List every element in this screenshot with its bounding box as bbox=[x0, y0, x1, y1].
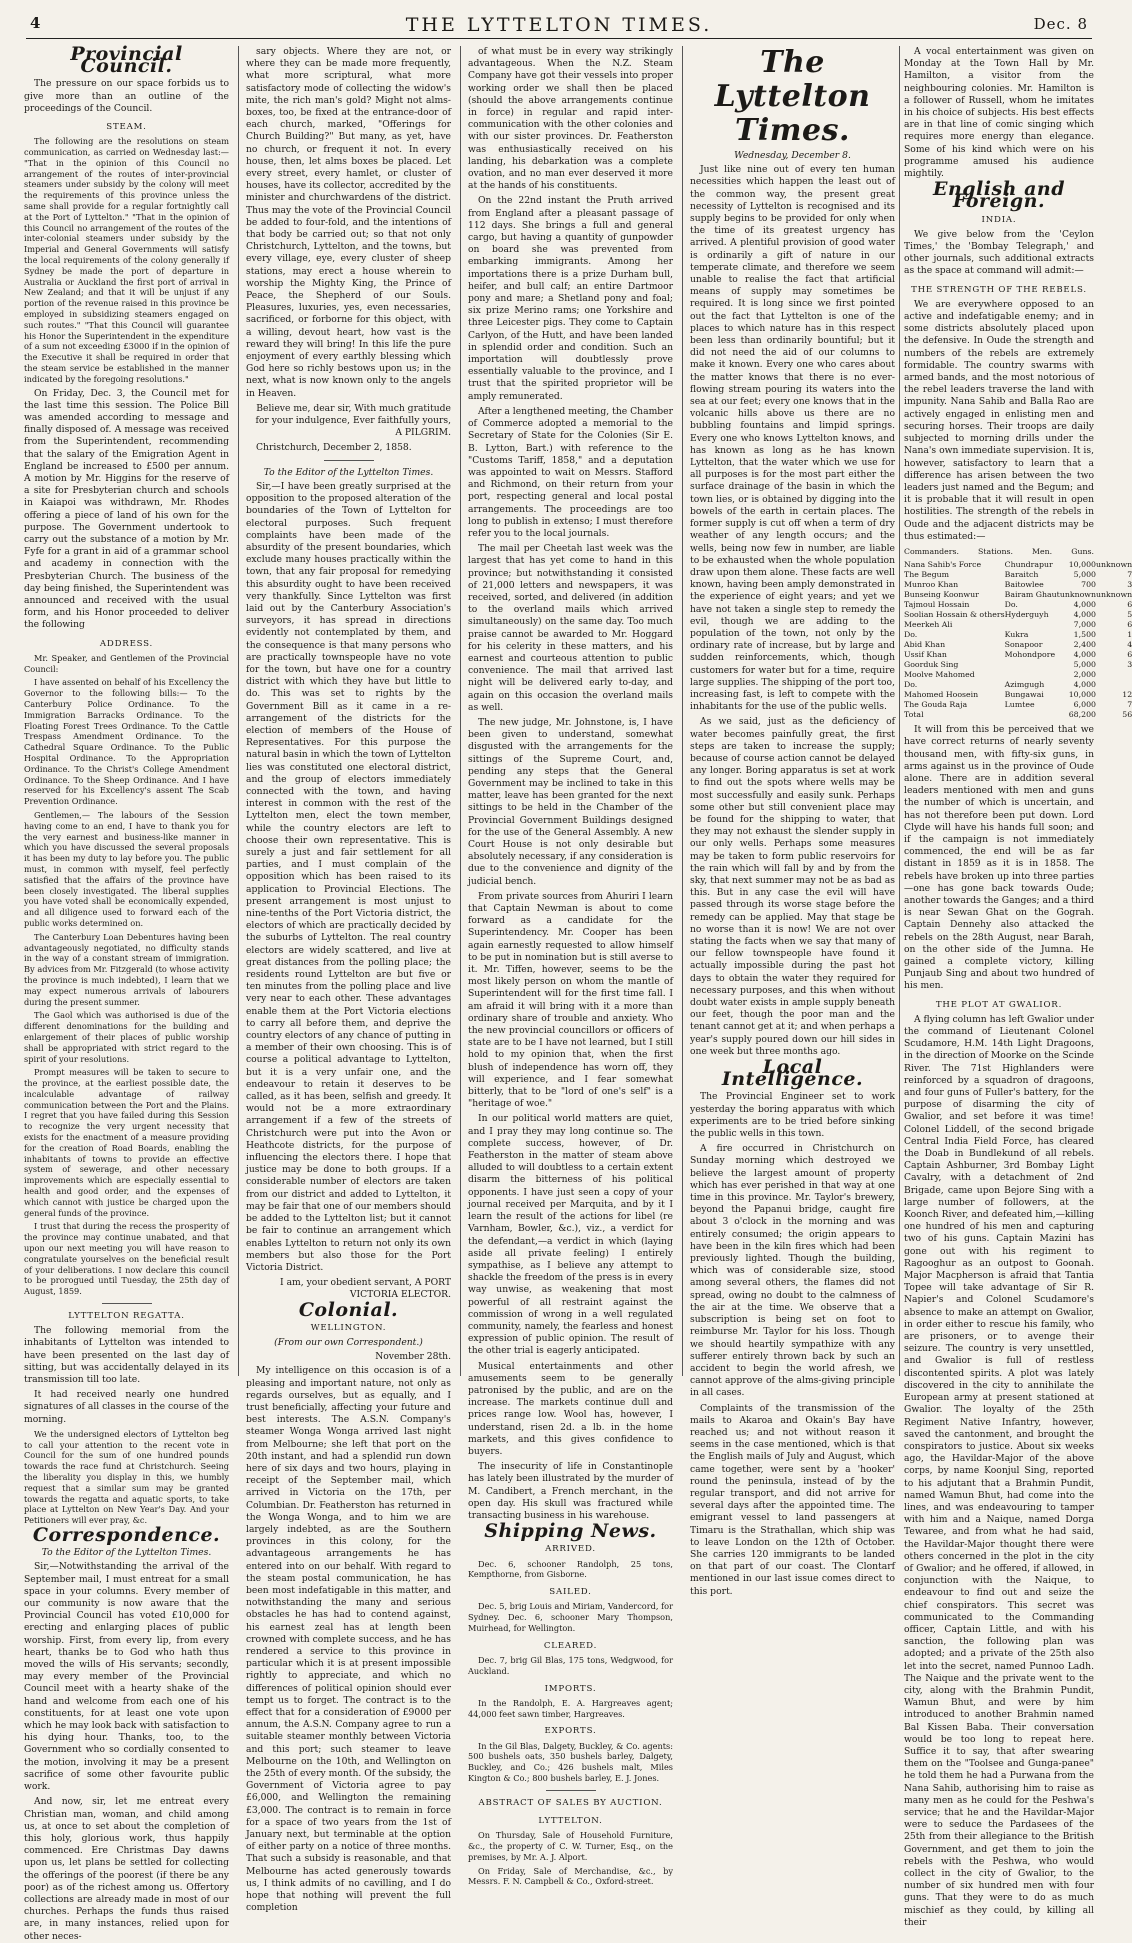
table-cell: Munroo Khan bbox=[904, 580, 959, 590]
section-heading-provincial-council: Provincial Council. bbox=[70, 43, 183, 78]
editor-address: To the Editor of the Lyttelton Times. bbox=[41, 1547, 212, 1559]
table-row bbox=[904, 680, 1132, 690]
divider bbox=[546, 1790, 596, 1791]
editorial-date: Wednesday, December 8. bbox=[734, 150, 851, 161]
divider bbox=[324, 460, 374, 461]
paragraph: The Gaol which was authorised is due of the different denominations for the building and enlargement of their places of public worship shall be appropriated with strict regard to the spirit of your resolutions. bbox=[24, 1010, 229, 1064]
paragraph: The following memorial from the inhabitants of Lyttelton was intended to have been presented on the last day of sitting, but was accidentally delayed in its transmission till too late. bbox=[24, 1325, 229, 1386]
table-cell bbox=[1096, 670, 1132, 680]
table-row bbox=[904, 640, 1132, 650]
section-heading-local-intelligence: Local Intelligence. bbox=[721, 1056, 864, 1091]
table-cell: Chundrapur bbox=[1004, 560, 1053, 570]
table-cell: 68,200 bbox=[1068, 710, 1096, 720]
subheading-wellington: WELLINGTON. bbox=[310, 1322, 387, 1333]
column-3 bbox=[468, 46, 673, 1887]
table-cell: 4,000 bbox=[1073, 600, 1096, 610]
table-row bbox=[904, 710, 1132, 720]
dateline: Christchurch, December 2, 1858. bbox=[256, 441, 412, 453]
subheading-address: ADDRESS. bbox=[99, 638, 154, 649]
paragraph: It had received nearly one hundred signatures of all classes in the course of the morning. bbox=[24, 1389, 229, 1425]
rebel-strength-table bbox=[904, 560, 1132, 720]
paragraph: The insecurity of life in Constantinople has lately been illustrated by the murder of M. Candibert, a French merchant, in the open day. His skull was fractured while transacting business in his warehouse. bbox=[468, 1461, 673, 1521]
subheading-imports: IMPORTS. bbox=[544, 1683, 597, 1694]
table-cell: 3 bbox=[1127, 580, 1132, 590]
paragraph: A fire occurred in Christchurch on Sunday morning which destroyed we believe the largest amount of property which has ever perished in that way at one time in this province. Mr. Taylor's brewery, beyond the Papanui bridge, caught fire about 3 o'clock in the morning and was entirely consumed; the origin appears to have been in the kiln fires which had been previously lighted. Though the building, which was of considerable size, stood among several others, the flames did not spread, owing no doubt to the calmness of the air at the time. We observe that a subscription is being set on foot to reimburse Mr. Taylor for his loss. Though we should heartily sympathize with any sufferer entirely thrown back by such an accident to begin the world afresh, we cannot approve of the alms-giving principle in all cases. bbox=[690, 1143, 895, 1399]
table-cell: Baraitch bbox=[1004, 570, 1039, 580]
table-cell: Tajmoul Hossain bbox=[904, 600, 970, 610]
table-cell: Baitowlee bbox=[1004, 580, 1044, 590]
paragraph: of what must be in every way strikingly advantageous. When the N.Z. Steam Company have got their vessels into proper working order we shall then be placed (should the above arrangements continue in force) in regular and rapid inter-communication with the other colonies and with our sister provinces. Dr. Featherston was enthusiastically received on his landing, his debarkation was a complete ovation, and no man ever deserved it more at the hands of his constituents. bbox=[468, 46, 673, 192]
table-cell: Mohondpore bbox=[1004, 650, 1056, 660]
auction-entry: On Friday, Sale of Merchandise, &c., by Messrs. F. N. Campbell & Co., Oxford-street. bbox=[468, 1865, 673, 1887]
table-cell: 5,000 bbox=[1073, 660, 1096, 670]
table-cell: Do. bbox=[904, 680, 918, 690]
section-heading-correspondence: Correspondence. bbox=[32, 1524, 221, 1547]
page-date: Dec. 8 bbox=[1033, 15, 1088, 33]
paragraph: We the undersigned electors of Lyttelton beg to call your attention to the recent vote in Council for the sum of one hundred pounds towards the race fund at Christchurch. Seeing the liberality you display in this, we humbly request that a similar sum may be granted towards the regatta and aquatic sports, to take place at Lyttelton on New Year's Day. And your Petitioners will ever pray, &c. bbox=[24, 1428, 229, 1526]
table-cell: 56 bbox=[1122, 710, 1132, 720]
paragraph: It will from this be perceived that we have correct returns of nearly seventy thousand men, with fifty-six guns, in arms against us in the province of Oude alone. There are in addition several leaders mentioned with men and guns the number of which is uncertain, and has not therefore been put down. Lord Clyde will have his hands full soon; and if the campaign is not immediately commenced, the end will be as far distant in 1859 as it is in 1858. The rebels have broken up into three parties—one has gone back towards Oude; another towards the Ganges; and a third is near Sewan Ghat on the Gograh. Captain Dennehy also attacked the rebels on the 28th August, near Barah, on the other side of the Jumna. He gained a complete victory, killing Punjaub Sing and about two hundred of his men. bbox=[904, 724, 1094, 992]
column-rule bbox=[238, 46, 239, 1376]
masthead bbox=[26, 12, 1092, 39]
table-cell bbox=[1005, 660, 1060, 670]
paragraph: And now, sir, let me entreat every Christian man, woman, and child among us, at once to set about the completion of this holy, glorious work, thus happily commenced. Ere Christmas Day dawns upon us, let plans be settled for collecting the offerings of the poorest (if there be any poor) as of the richest among us. Offertory collections are already made in most of our churches. Perhaps the funds thus raised are, in many instances, relied upon for other neces- bbox=[24, 1796, 229, 1942]
table-cell: Total bbox=[904, 710, 924, 720]
table-cell: 5,000 bbox=[1073, 570, 1096, 580]
table-cell bbox=[1005, 710, 1060, 720]
subheading-steam: STEAM. bbox=[106, 122, 147, 133]
paragraph: sary objects. Where they are not, or where they can be made more frequently, what more scriptural, what more satisfactory mode of collecting the widow's mite, the rich man's gold? Might not alms-boxes, too, be fixed at the entrance-door of each church, marked, "Offerings for Church Building?" But many, as yet, have no church, or frequent it not. In every house, then, let alms boxes be placed. Let every street, every hamlet, or cluster of houses, have its collector, accredited by the minister and churchwardens of the district. Thus may the vote of the Provincial Council be added to four-fold, and the intentions of that body be carried out; so that not only Christchurch, Lyttelton, and the towns, but every village, eye, every cluster of sheep stations, may erect a house wherein to worship the Mighty King, the Prince of Peace, the Shepherd of our Souls. Pleasures, luxuries, yes, even necessaries, sacrificed, or forborne for this object, with a willing, devout heart, how vast is the reward they will bring! In this life the pure enjoyment of every earthly blessing which God here so richly bestows upon us; in the next, what is now known only to the angels in Heaven. bbox=[246, 46, 451, 399]
editorial-flag: The Lyttelton Times. bbox=[714, 45, 871, 148]
table-cell: Goorduk Sing bbox=[904, 660, 959, 670]
table-cell: The Begum bbox=[904, 570, 950, 580]
table-row bbox=[904, 620, 1132, 630]
paragraph: Gentlemen,— The labours of the Session having come to an end, I have to thank you for the very earnest and business-like manner in which you have discussed the several proposals it has been my duty to lay before you. The public must, in common with myself, feel perfectly satisfied that the affairs of the province have been closely investigated. The liberal supplies you have voted shall be economically expended, and all diligence used to forward each of the public works determined on. bbox=[24, 809, 229, 928]
table-cell: 2,400 bbox=[1073, 640, 1096, 650]
table-cell: 1 bbox=[1127, 630, 1132, 640]
subheading-arrived: ARRIVED. bbox=[545, 1544, 596, 1555]
table-cell: 4,000 bbox=[1073, 680, 1096, 690]
table-cell bbox=[1005, 620, 1060, 630]
table-cell: 3 bbox=[1127, 660, 1132, 670]
column-rule bbox=[682, 46, 683, 1376]
table-cell: 7,000 bbox=[1073, 620, 1096, 630]
subheading-india: INDIA. bbox=[981, 214, 1017, 225]
subheading-exports: EXPORTS. bbox=[544, 1726, 597, 1737]
table-cell: 4,000 bbox=[1073, 610, 1096, 620]
table-header-cell: Guns. bbox=[1071, 546, 1094, 556]
column-5 bbox=[904, 46, 1132, 1928]
table-cell: Do. bbox=[904, 630, 918, 640]
table-row bbox=[904, 700, 1132, 710]
column-1 bbox=[24, 43, 229, 1942]
paragraph: The pressure on our space forbids us to give more than an outline of the proceedings of the Council. bbox=[24, 78, 229, 114]
table-cell: Mahomed Hoosein bbox=[904, 690, 979, 700]
table-cell: 7 bbox=[1127, 700, 1132, 710]
subheading-regatta: LYTTELTON REGATTA. bbox=[68, 1311, 185, 1322]
dateline: November 28th. bbox=[375, 1351, 451, 1363]
paragraph: The mail per Cheetah last week was the largest that has yet come to hand in this province; but notwithstanding it consisted of 21,000 letters and newspapers, it was received, sorted, and delivered (in addition to the overland mails which arrived simultaneously) on the same day. Too much praise cannot be awarded to Mr. Hoggard for his celerity in these matters, and his earnest and courteous attention to public convenience. The mail that arrived last night will be delivered early to-day, and again on this occasion the overland mails as well. bbox=[468, 543, 673, 713]
paragraph: I trust that during the recess the prosperity of the province may continue unabated, and that upon our next meeting you will have reason to congratulate yourselves on the beneficial result of your deliberations. I now declare this council to be prorogued until Tuesday, the 25th day of August, 1859. bbox=[24, 1221, 229, 1297]
subheading-lyttelton: LYTTELTON. bbox=[538, 1815, 603, 1826]
table-cell: 12 bbox=[1122, 690, 1132, 700]
table-cell: 5 bbox=[1127, 610, 1132, 620]
paragraph: We are everywhere opposed to an active and indefatigable enemy; and in some districts absolutely placed upon the defensive. In Oude the strength and numbers of the rebels are extremely formidable. The country swarms with armed bands, and the most notorious of the rebel leaders traverse the land with impunity. Nana Sahib and Balla Rao are actively engaged in enlisting men and securing horses. Their troops are daily subjected to morning drills under the Nana's own immediate supervision. It is, however, satisfactory to learn that a difference has arisen between the two leaders just named and the Begum; and it is probable that it will result in open hostilities. The strength of the rebels in Oude and the adjacent districts may be thus estimated:— bbox=[904, 298, 1094, 542]
table-cell: Hyderguyh bbox=[1004, 610, 1049, 620]
section-heading-shipping: Shipping News. bbox=[484, 1520, 657, 1543]
column-rule bbox=[460, 46, 461, 1376]
table-row bbox=[904, 560, 1132, 570]
editor-address: To the Editor of the Lyttelton Times. bbox=[263, 466, 434, 478]
paragraph: From private sources from Ahuriri I learn that Captain Newman is about to come forward as a candidate for the Superintendency. Mr. Cooper has been again earnestly requested to allow himself to be put in nomination but is still averse to it. Mr. Tiffen, however, seems to be the most likely person on whom the mantle of Superintendent will for the first time fall. I am afraid it will bring with it a more than ordinary share of trouble and anxiety. Who the new provincial councillors or officers of state are to be I have not learned, but I still hold to my opinion that, when the first blush of independence has worn off, they will experience, and I fear somewhat bitterly, that to be "lord of one's self" is a "heritage of woe." bbox=[468, 890, 673, 1110]
auction-entry: On Thursday, Sale of Household Furniture, &c., the property of C. W. Turner, Esq., on the premises, by Mr. A. J. Alport. bbox=[468, 1830, 673, 1862]
table-header-cell: Commanders. bbox=[904, 546, 959, 556]
table-cell: 7 bbox=[1127, 570, 1132, 580]
shipping-entry: In the Randolph, E. A. Hargreaves agent; 44,000 feet sawn timber, Hargreaves. bbox=[468, 1697, 673, 1719]
byline: (From our own Correspondent.) bbox=[274, 1336, 423, 1348]
table-cell: 4,000 bbox=[1073, 650, 1096, 660]
table-cell: 700 bbox=[1081, 580, 1096, 590]
paragraph: The Canterbury Loan Debentures having been advantageously negotiated, no difficulty stands in the way of a constant stream of immigration. By advices from Mr. Fitzgerald (to whose activity the province is much indebted), I learn that we may expect numerous arrivals of labourers during the present summer. bbox=[24, 931, 229, 1007]
paragraph: The new judge, Mr. Johnstone, is, I have been given to understand, somewhat disgusted with the arrangements for the sittings of the Supreme Court, and, pending any steps that the General Government may be inclined to take in this matter, leave has been granted for the next sittings to be held in the Chamber of the Provincial Government Buildings designed for the use of the General Assembly. A new Court House is not only desirable but absolutely necessary, if any consideration is due to the convenience and dignity of the judicial bench. bbox=[468, 716, 673, 887]
paragraph: We give below from the 'Ceylon Times,' the 'Bombay Telegraph,' and other journals, such additional extracts as the space at command will admit:— bbox=[904, 228, 1094, 277]
table-cell: Lumtee bbox=[1004, 700, 1035, 710]
shipping-entry: In the Gil Blas, Dalgety, Buckley, & Co. agents: 500 bushels oats, 350 bushels barley, Dalgety, Buckley, and Co.; 426 bushels malt, Miles Kington & Co.; 800 bushels barley, E. J. Jones. bbox=[468, 1740, 673, 1783]
table-row bbox=[904, 690, 1132, 700]
shipping-entry: Dec. 5, brig Louis and Miriam, Vandercord, for Sydney. Dec. 6, schooner Mary Thompson, Muirhead, for Wellington. bbox=[468, 1601, 673, 1633]
paragraph: I have assented on behalf of his Excellency the Governor to the following bills:— To the Canterbury Police Ordinance. To the Immigration Barracks Ordinance. To the Floating Forest Trees Ordinance. To the Cattle Trespass Amendment Ordinance. To the Cathedral Square Ordinance. To the Public Hospital Ordinance. To the Appropriation Ordinance. To the Christ's College Amendment Ordinance. To the Sheep Ordinance. And I have reserved for his Excellency's assent The Scab Prevention Ordinance. bbox=[24, 677, 229, 807]
table-cell: 10,000 bbox=[1068, 560, 1096, 570]
signature: Believe me, dear sir, With much gratitude for your indulgence, Ever faithfully yours, A PILGRIM. bbox=[255, 402, 451, 439]
paragraph: On Friday, Dec. 3, the Council met for the last time this session. The Police Bill was amended according to message and finally disposed of. A message was received from the Superintendent, recommending that the salary of the Emigration Agent in England be increased to £500 per annum. A motion by Mr. Higgins for the reserve of a site for Presbyterian church and schools in Kaiapoi was withdrawn, Mr. Rhodes offering a piece of land of his own for the purpose. The Government undertook to carry out the substance of a motion by Mr. Fyfe for a grant in aid of a grammar school and academy in connection with the Presbyterian Church. The business of the day being finished, the Superintendent was announced and received with the usual form, and his Honor proceeded to deliver the following bbox=[24, 387, 229, 631]
table-cell: Bairam Ghaut bbox=[1004, 590, 1060, 600]
paragraph: As we said, just as the deficiency of water becomes painfully great, the first steps are taken to increase the supply; because of course action cannot be delayed any longer. Boring apparatus is set at work to find out the spots where wells may be most successfully and easily sunk. Perhaps some other but still convenient place may be found for the shipping to water, that they may not exhaust the slender supply in our only wells. Perhaps some measures may be taken to form public reservoirs for the rain which will fall by and by from the sky, that next summer may not be as bad as this. But in any case the evil will have passed through its worse stage before the remedy can be applied. May that stage be no worse than it is now! We are not over stating the facts when we say that many of our fellow townspeople have found it actually impossible during the past hot days to obtain the water they required for necessary purposes, and this when without doubt water exists in ample supply beneath our feet, though the poor man and the tenant cannot get at it; and when perhaps a year's supply poured down our hill sides in one week but three months ago. bbox=[690, 716, 895, 1057]
subheading-cleared: CLEARED. bbox=[543, 1640, 598, 1651]
subheading-strength: THE STRENGTH OF THE REBELS. bbox=[911, 284, 1087, 295]
signature: I am, your obedient servant, A PORT VICTORIA ELECTOR. bbox=[280, 1277, 451, 1301]
paragraph: Complaints of the transmission of the mails to Akaroa and Okain's Bay have reached us; and not without reason it seems in the case mentioned, which is that the English mails of July and August, which came together, were sent by a 'hooker' round the peninsula, instead of by the regular transport, and did not arrive for several days after the appointed time. The emigrant vessel to land passengers at Timaru is the Strathallan, which ship was to leave London on the 12th of October. She carries 120 immigrants to be landed on that part of our coast. The Clontarf mentioned in our last issue comes direct to this port. bbox=[690, 1402, 895, 1597]
column-4 bbox=[690, 45, 895, 1597]
paragraph: My intelligence on this occasion is of a pleasing and important nature, not only as regards ourselves, but as equally, and I trust beneficially, affecting your future and best interests. The A.S.N. Company's steamer Wonga Wonga arrived last night from Melbourne; she left that port on the 20th instant, and had a splendid run down here of six days and two hours, playing in receipt of the September mail, which arrived in Victoria on the 17th, per Columbian. Dr. Featherston has returned in the Wonga Wonga, and to him we are largely indebted, as are the Southern provinces in this colony, for the advantageous arrangements he has entered into on our behalf. With regard to the steam postal communication, he has been most indefatigable in this matter, and notwithstanding the many and serious obstacles he has had to contend against, his earnest zeal has at length been crowned with complete success, and he has rendered a service to this province in particular which it is at present impossible rightly to appreciate, and which no differences of political opinion should ever tempt us to forget. The contract is to the effect that for a consideration of £9000 per annum, the A.S.N. Company agree to run a suitable steamer monthly between Victoria and this port; such steamer to leave Melbourne on the 10th, and Wellington on the 25th of every month. Of the subsidy, the Government of Victoria agree to pay £6,000, and Wellington the remaining £3,000. The contract is to remain in force for a space of two years from the 1st of January next, but terminable at the option of either party on a notice of three months. That such a subsidy is reasonable, and that Melbourne has acted generously towards us, I think admits of no cavilling, and I do hope that nothing will prevent the full completion bbox=[246, 1365, 451, 1914]
table-cell: unknown bbox=[1096, 590, 1132, 600]
table-row bbox=[904, 570, 1132, 580]
table-cell: Bungawai bbox=[1004, 690, 1044, 700]
page-number: 4 bbox=[30, 14, 41, 32]
table-cell: Soolian Hossain & others bbox=[904, 610, 1005, 620]
table-cell: Do. bbox=[1004, 600, 1018, 610]
table-row bbox=[904, 650, 1132, 660]
table-cell: Kukra bbox=[1004, 630, 1029, 640]
section-heading-english-foreign: English and Foreign. bbox=[932, 178, 1066, 213]
table-cell: Sonapoor bbox=[1004, 640, 1043, 650]
table-header bbox=[904, 546, 1094, 558]
table-cell bbox=[1096, 680, 1132, 690]
table-cell: Ussif Khan bbox=[904, 650, 947, 660]
subheading-sailed: SAILED. bbox=[549, 1587, 592, 1598]
table-cell: Abid Khan bbox=[904, 640, 946, 650]
shipping-entry: Dec. 7, brig Gil Blas, 175 tons, Wedgwood, for Auckland. bbox=[468, 1654, 673, 1676]
table-cell bbox=[1005, 670, 1060, 680]
table-header-cell: Stations. bbox=[978, 546, 1013, 556]
page-title: THE LYTTELTON TIMES. bbox=[405, 14, 713, 36]
table-cell: unknown bbox=[1059, 590, 1096, 600]
table-cell: Moolve Mahomed bbox=[904, 670, 975, 680]
divider bbox=[102, 1303, 152, 1304]
table-row bbox=[904, 590, 1132, 600]
table-cell: 6 bbox=[1127, 600, 1132, 610]
shipping-entry: Dec. 6, schooner Randolph, 25 tons, Kempthorne, from Gisborne. bbox=[468, 1558, 673, 1580]
table-row bbox=[904, 670, 1132, 680]
table-cell: unknown bbox=[1096, 560, 1132, 570]
paragraph: Sir,—I have been greatly surprised at the opposition to the proposed alteration of the boundaries of the Town of Lyttelton for electoral purposes. Such frequent complaints have been made of the absurdity of the present boundaries, which exclude many houses practically within the town, that any fair proposal for remedying this absurdity ought to have been received very thankfully. Since Lyttelton was first laid out by the Canterbury Association's surveyors, it has spread in directions evidently not contemplated by them, and the consequence is that many persons who are practically townspeople have no vote for the town, but have one for a country district with which they have but little to do. This was set to rights by the Government Bill as it came in a re-arrangement of the districts for the election of members of the House of Representatives. For this purpose the natural basin in which the town of Lyttelton lies was constituted one electoral district, and the group of electors immediately connected with the town, and having interest in common with the rest of the Lyttelton men, elect the town member, while the country electors are left to choose their own representative. This is surely a just and fair settlement for all parties, and I must complain of the opposition which has been raised to its application to Provincial Elections. The present arrangement is most unjust to nine-tenths of the Port Victoria district, the electors of which are practically decided by the suburbs of Lyttelton. The real country electors are widely scattered, and live at great distances from the polling place; the residents round Lyttelton are but five or ten minutes from the polling place and live very near to each other. These advantages enable them at the Port Victoria elections to carry all before them, and deprive the country electors of any chance of putting in a member of their own choosing. This is of course a political advantage to Lyttelton, but it is a very unfair one, and the endeavour to retain it deserves to be called, as it has been, selfish and greedy. It would not be a more extraordinary arrangement if a few of the streets of Christchurch were put into the Avon or Heathcote districts, for the purpose of influencing the electors there. I hope that justice may be done to both groups. If a considerable number of electors are taken from our district and added to Lyttelton, it may be fair that one of our members should be added to the Lyttelton list; but it cannot be fair to continue an arrangement which enables Lyttelton to return not only its own members but also those for the Port Victoria District. bbox=[246, 480, 451, 1273]
paragraph: Just like nine out of every ten human necessities which happen the least out of the common way, the present great necessity of Lyttelton is recognised and its supply begins to be provided for only when the time of its greatest urgency has arrived. A plentiful provision of good water is ordinarily a gift of nature in our temperate climate, and therefore we seem unable to realise the fact that artificial means of supply may sometimes be required. It is long since we first pointed out the fact that Lyttelton is one of the places to which nature has in this respect been less than ordinarily bountiful; but it did not need the aid of our columns to make it known. Every one who cares about the matter knows that there is no ever-flowing stream pouring its waters into the sea at our feet; every one knows that in the volcanic hills above us there are no bubbling fountains and limpid springs. Every one who knows Lyttelton knows, and has known as long as he has known Lyttelton, that the water which we use for all purposes is for the most part either the surface drainage of the basin in which the town lies, or is obtained by digging into the bowels of the earth in certain places. The former supply is cut off when a term of dry weather of any length occurs; and the wells, being now few in number, are liable to be exhausted when the whole population draw upon them alone. These facts are well known, having been amply demonstrated in the experience of eight years; and yet we have not taken a single step to remedy the evil, though we are adding to the population of the town, not only by the ordinary rate of increase, but by large and sudden reinforcements, which, though customers for water but for a time, require large supplies. The shipping of the port too, increasing fast, is left to compete with the inhabitants for the use of the public wells. bbox=[690, 164, 895, 713]
table-cell: The Gouda Raja bbox=[904, 700, 968, 710]
table-row bbox=[904, 660, 1132, 670]
paragraph: A vocal entertainment was given on Monday at the Town Hall by Mr. Hamilton, a visitor from the neighbouring colonies. Mr. Hamilton is a follower of Russell, whom he imitates in his choice of subjects. His best effects are in that line of comic singing which requires more energy than elegance. Some of his kind which were on his programme amused his audience mightily. bbox=[904, 46, 1094, 180]
paragraph: After a lengthened meeting, the Chamber of Commerce adopted a memorial to the Secretary of State for the Colonies (Sir E. B. Lytton, Bart.) with reference to the "Customs Tariff, 1858," and a deputation was appointed to wait on Messrs. Stafford and Richmond, on their return from your port, respecting general and local postal arrangements. The proceedings are too long to publish in extenso; I must therefore refer you to the local journals. bbox=[468, 405, 673, 539]
table-row bbox=[904, 610, 1132, 620]
table-header-cell: Men. bbox=[1032, 546, 1053, 556]
table-cell: 6 bbox=[1127, 650, 1132, 660]
paragraph: Musical entertainments and other amusements seem to be generally patronised by the public, and are on the increase. The markets continue dull and prices range low. Wool has, however, I understand, risen 2d. a lb. in the home markets, and this gives confidence to buyers. bbox=[468, 1360, 673, 1457]
paragraph: The Provincial Engineer set to work yesterday the boring apparatus with which experiments are to be tried before sinking the public wells in this town. bbox=[690, 1091, 895, 1140]
paragraph: A flying column has left Gwalior under the command of Lieutenant Colonel Scudamore, H.M. 14th Light Dragoons, in the direction of Moorke on the Scinde River. The 71st Highlanders were reinforced by a squadron of dragoons, and four guns of Fuller's battery, for the purpose of disarming the city of Gwalior, and set before it was time! Colonel Liddell, of the second brigade Central India Field Force, has cleared the Doab in Bundlekund of all rebels. Captain Ashburner, 3rd Bombay Light Cavalry, with a detachment of 2nd Brigade, came upon Bejore Sing with a large number of followers, at the Koonch River, and defeated him,—killing one hundred of his men and capturing two of his guns. Captain Mazini has gone out with his regiment to Ragooghur as an outpost to Goonah. Major Macpherson is afraid that Tantia Topee will take advantage of Sir R. Napier's and Colonel Scudamore's absence to make an attempt on Gwalior, in order either to rescue his family, who are prisoners, or to avenge their seizure. The country is very unsettled, and Gwalior is full of restless discontented spirits. A plot was lately discovered in the city to annihilate the European army at present stationed at Gwalior. The loyalty of the 25th Regiment Native Infantry, however, saved the cantonment, and brought the conspirators to justice. About six weeks ago, the Havildar-Major of the above corps, by name Koonjul Sing, reported to his adjutant that a Brahmin Pundit, named Wamun Bhut, had come into the lines, and was endeavouring to tamper with him and a Naique, named Dorga Tewaree, and from what he had said, the Havildar-Major thought there were others concerned in the plot in the city of Gwalior; and he offered, if allowed, in conjunction with the Naique, to endeavour to find out and seize the chief conspirators. This secret was communicated to the Commanding officer, Captain Little, and with his sanction, the following plan was adopted; and a private of the 25th also let into the secret, named Punnoo Ladh. The Naique and the private went to the city, along with the Brahmin Pundit, Wamun Bhut, and were by him introduced to another Brahmin named Bal Kissen Baba. Their conversation would be too long to repeat here. Suffice it to say, that after swearing them on the "Toolsee and Gunga-panee" he told them he had a Purwana from the Nana Sahib, authorising him to raise as many men as he could for the Peshwa's service; that he and the Havildar-Major were to seduce the Pardasees of the 25th from their allegiance to the British Government, and get them to join the rebels with the Peshwa, who would collect in the city of Gwalior, to the number of six hundred men with four guns. That they were to do as much mischief as they could, by killing all their bbox=[904, 1013, 1094, 1928]
table-cell: 6,000 bbox=[1073, 700, 1096, 710]
paragraph: Prompt measures will be taken to secure to the province, at the earliest possible date, the incalculable advantage of railway communication between the Port and the Plains. I regret that you have failed during this Session to recognize the very urgent necessity that exists for the enactment of a measure providing for the creation of Road Boards, enabling the inhabitants of towns to provide an effective system of sewerage, and other necessary improvements which are especially essential to health and good order, and the expenses of which cannot with justice be charged upon the general funds of the province. bbox=[24, 1067, 229, 1218]
table-cell: 2,000 bbox=[1073, 670, 1096, 680]
address-salutation: Mr. Speaker, and Gentlemen of the Provincial Council: bbox=[24, 652, 229, 674]
table-row bbox=[904, 630, 1132, 640]
table-cell: 6 bbox=[1127, 620, 1132, 630]
table-row bbox=[904, 600, 1132, 610]
subheading-auction: ABSTRACT OF SALES BY AUCTION. bbox=[478, 1797, 663, 1808]
table-cell: Meerkeh Ali bbox=[904, 620, 953, 630]
paragraph: In our political world matters are quiet, and I pray they may long continue so. The complete success, however, of Dr. Featherston in the matter of steam above alluded to will doubtless to a certain extent disarm the bitterness of his political opponents. I have just seen a copy of your journal received per Marquita, and by it I learn the result of the actions for libel (re Varnham, Bowler, &c.), viz., a verdict for the defendant,—a verdict in which (laying aside all private feeling) I entirely sympathise, as I believe any attempt to shackle the freedom of the press is in every way unwise, as weakening that most powerful of all restraint against the commission of wrong in a well regulated community, namely, the fearless and honest expression of public opinion. The result of the other trial is eagerly anticipated. bbox=[468, 1113, 673, 1357]
column-2 bbox=[246, 46, 451, 1914]
table-cell: 4 bbox=[1127, 640, 1132, 650]
table-cell: Bunseing Koonwur bbox=[904, 590, 979, 600]
section-heading-colonial: Colonial. bbox=[298, 1298, 399, 1321]
table-cell: 10,000 bbox=[1068, 690, 1096, 700]
subheading-plot-gwalior: THE PLOT AT GWALIOR. bbox=[935, 999, 1063, 1010]
table-row bbox=[904, 580, 1132, 590]
paragraph: Sir,—Notwithstanding the arrival of the September mail, I must entreat for a small space in your columns. Every member of our community is now aware that the Provincial Council has voted £10,000 for erecting and enlarging places of public worship. First, from every lip, from every heart, thanks be to God who hath thus moved the wills of His servants; secondly, may every member of the Provincial Council meet with a hearty shake of the hand and welcome from each one of his constituents, for at least one vote upon which he may look back with satisfaction to his dying hour. Thanks, too, to the Government who so cordially consented to the motion, involving it may be a present sacrifice of some other favourite public work. bbox=[24, 1561, 229, 1793]
paragraph: On the 22nd instant the Pruth arrived from England after a pleasant passage of 112 days. She brings a full and general cargo, but having a quantity of gunpowder on board she was prevented from embarking immigrants. Among her importations there is a prize Durham bull, heifer, and bull calf; an entire Dartmoor pony and mare; a Shetland pony and foal; six prize Merino rams; one Yorkshire and three Leicester pigs. They come to Captain Carlyon, of the Hutt, and have been landed in splendid order and condition. Such an importation will doubtlessly prove essentially valuable to the province, and I trust that the spirited proprietor will be amply remunerated. bbox=[468, 195, 673, 402]
column-rule bbox=[899, 46, 900, 1376]
table-cell: 1,500 bbox=[1073, 630, 1096, 640]
paragraph: The following are the resolutions on steam communication, as carried on Wednesday last:— "That in the opinion of this Council no arrangement of the routes of inter-provincial steamers under subsidy by the colony will meet the requirements of this province unless the same shall provide for a regular fortnightly call at the Port of Lyttelton." "That in the opinion of this Council no arrangement of the routes of the inter-colonial steamers under subsidy by the Imperial and General Governments will satisfy the local requirements of the colony generally if Sydney be made the port of departure in Australia or Auckland the first port of arrival in New Zealand; and that it will be unjust if any portion of the revenue raised in this province be employed in subsidizing steamers engaged on such routes." "That this Council will guarantee his Honor the Superintendent in the expenditure of a sum not exceeding £3000 if in the opinion of the Executive it shall be required in order that the steam service be established in the manner indicated by the foregoing resolutions." bbox=[24, 136, 229, 384]
table-cell: Azimgugh bbox=[1004, 680, 1045, 690]
table-cell: Nana Sahib's Force bbox=[904, 560, 982, 570]
